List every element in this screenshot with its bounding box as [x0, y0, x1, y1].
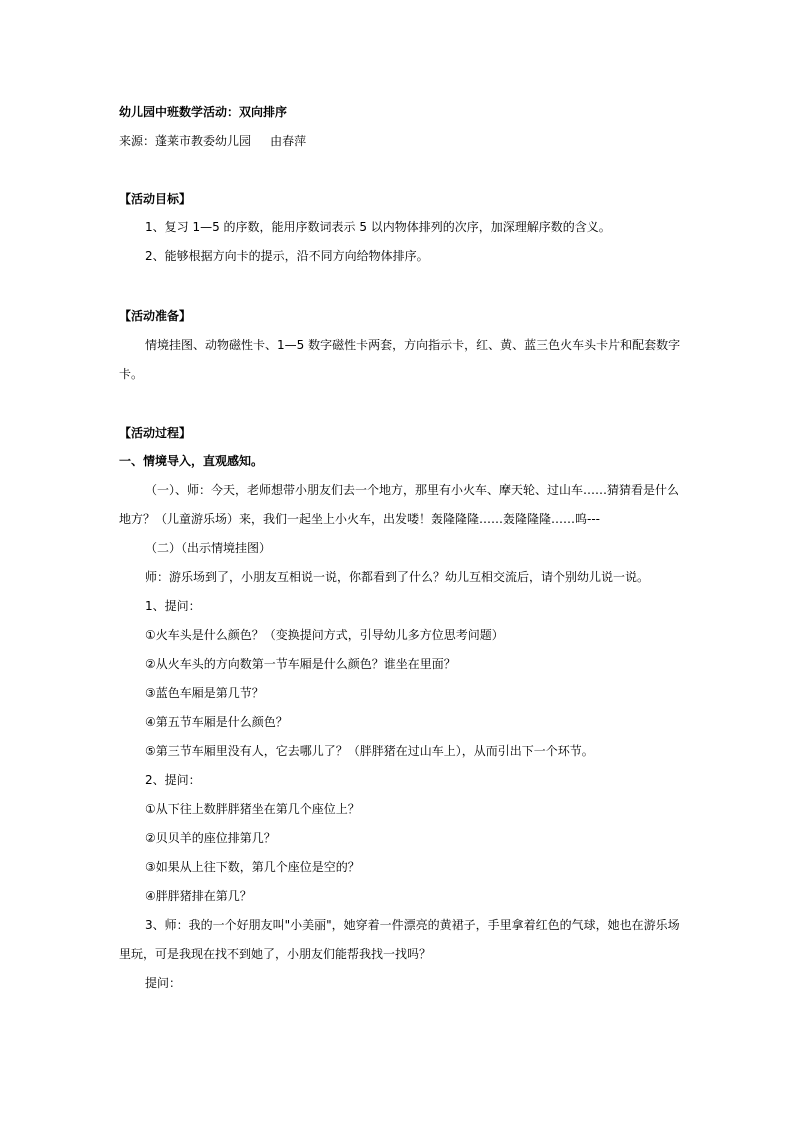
question-item: ②从火车头的方向数第一节车厢是什么颜色？谁坐在里面？	[145, 657, 456, 671]
source-line: 来源：蓬莱市教委幼儿园 由春萍	[119, 134, 307, 148]
prep-text: 情境挂图、动物磁性卡、1—5 数字磁性卡两套，方向指示卡，红、黄、蓝三色火车头卡片和配套数字	[145, 338, 681, 352]
question-item: ③如果从上往下数，第几个座位是空的？	[145, 860, 360, 874]
question-item: ④第五节车厢是什么颜色？	[145, 715, 288, 729]
part1-heading: 一、情境导入，直观感知。	[119, 454, 264, 468]
goal-item: 1、复习 1—5 的序数，能用序数词表示 5 以内物体排列的次序，加深理解序数的含义。	[145, 220, 611, 234]
prep-text-cont: 卡。	[119, 367, 144, 381]
paragraph-cont: 地方？（儿童游乐场）来，我们一起坐上小火车，出发喽！轰隆隆隆……轰隆隆隆……呜---	[119, 512, 600, 526]
question-item: ①火车头是什么颜色？（变换提问方式，引导幼儿多方位思考问题）	[145, 628, 504, 642]
question-item: ②贝贝羊的座位排第几？	[145, 831, 276, 845]
question-group-label: 提问：	[145, 976, 182, 990]
paragraph: （二）（出示情境挂图）	[145, 541, 272, 555]
goals-heading: 【活动目标】	[119, 192, 192, 206]
paragraph: 3、师：我的一个好朋友叫"小美丽"，她穿着一件漂亮的黄裙子，手里拿着红色的气球，她也在游乐场	[145, 918, 680, 932]
question-group-label: 2、提问：	[145, 773, 201, 787]
question-group-label: 1、提问：	[145, 599, 201, 613]
question-item: ③蓝色车厢是第几节？	[145, 686, 264, 700]
prep-heading: 【活动准备】	[119, 309, 192, 323]
document-title: 幼儿园中班数学活动：双向排序	[119, 105, 288, 119]
paragraph: 师：游乐场到了，小朋友互相说一说，你都看到了什么？幼儿互相交流后，请个别幼儿说一说。	[145, 570, 650, 584]
question-item: ④胖胖猪排在第几？	[145, 889, 252, 903]
paragraph: （一）、师：今天，老师想带小朋友们去一个地方，那里有小火车、摩天轮、过山车……猜猜看是什么	[145, 483, 680, 497]
question-item: ⑤第三节车厢里没有人，它去哪儿了？（胖胖猪在过山车上），从而引出下一个环节。	[145, 744, 594, 758]
process-heading: 【活动过程】	[119, 426, 192, 440]
paragraph-cont: 里玩，可是我现在找不到她了，小朋友们能帮我找一找吗？	[119, 947, 432, 961]
question-item: ①从下往上数胖胖猪坐在第几个座位上？	[145, 802, 360, 816]
goal-item: 2、能够根据方向卡的提示，沿不同方向给物体排序。	[145, 249, 429, 263]
